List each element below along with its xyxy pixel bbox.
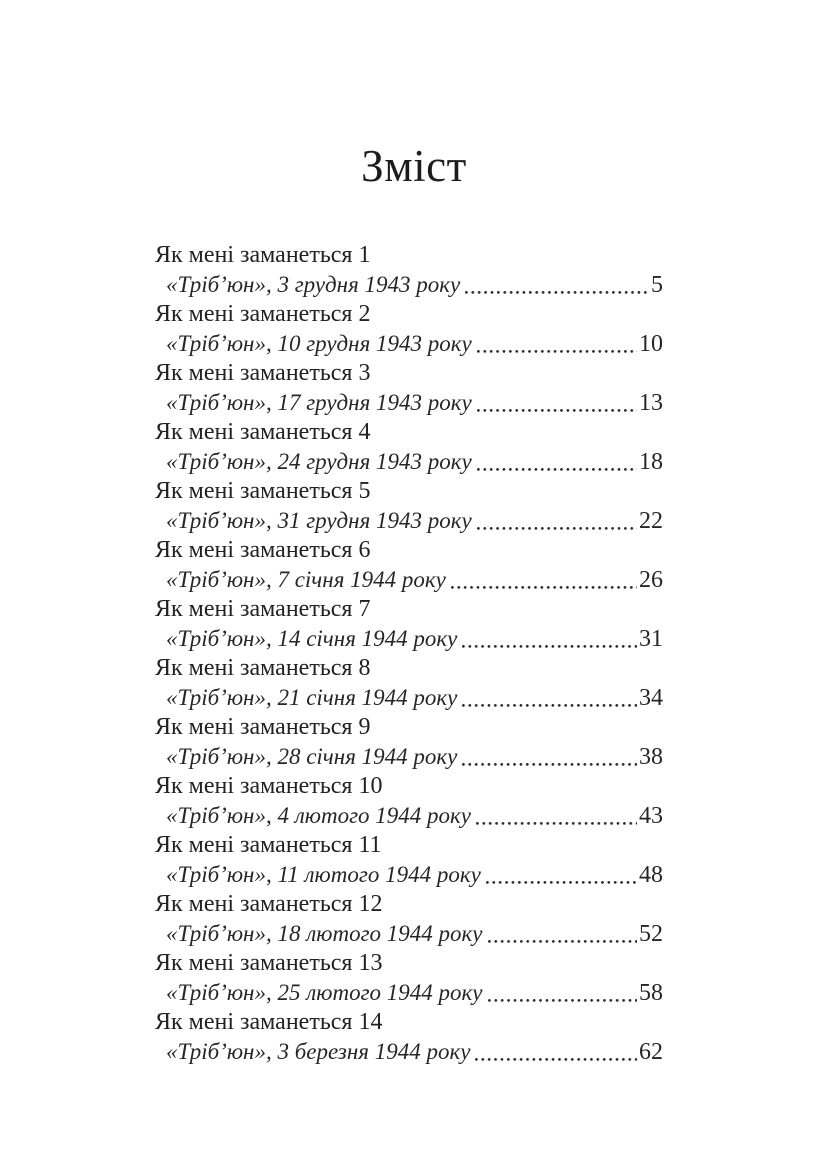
dot-leader [488,940,637,943]
toc-entry-page: 31 [639,626,663,652]
toc-entry [155,595,663,654]
toc-entry-subtitle: «Тріб’юн», 28 січня 1944 року [166,744,458,769]
dot-leader [462,763,637,766]
toc-entry-subrow [155,683,663,713]
toc-entry-subtitle: «Тріб’юн», 7 січня 1944 року [166,567,446,592]
toc-entry-subtitle: «Тріб’юн», 11 лютого 1944 року [166,862,481,887]
toc-entry [155,772,663,831]
toc-entry-subrow [155,565,663,595]
toc-entry-subrow [155,919,663,949]
toc-entry-subtitle: «Тріб’юн», 10 грудня 1943 року [166,331,472,356]
toc-entry-subtitle: «Тріб’юн», 18 лютого 1944 року [166,921,483,946]
dot-leader [486,881,637,884]
dot-leader [462,704,637,707]
toc-entry-title: Як мені заманеться 12 [155,891,383,917]
toc-entry-page: 58 [639,980,663,1006]
toc-entry-title: Як мені заманеться 11 [155,832,382,858]
toc-entry [155,890,663,949]
toc-entry-page: 48 [639,862,663,888]
toc-entry [155,654,663,713]
toc-entry-subrow [155,860,663,890]
toc-entry-title: Як мені заманеться 9 [155,714,371,740]
dot-leader [477,409,637,412]
toc-entry-title: Як мені заманеться 6 [155,537,371,563]
toc-entry-subtitle: «Тріб’юн», 24 грудня 1943 року [166,449,472,474]
toc-entry-page: 13 [639,390,663,416]
toc-entry-title: Як мені заманеться 13 [155,950,383,976]
dot-leader [476,822,637,825]
toc-entry [155,300,663,359]
toc-entry-subrow [155,447,663,477]
toc-entry-subtitle: «Тріб’юн», 25 лютого 1944 року [166,980,483,1005]
toc-entry-subrow [155,801,663,831]
dot-leader [477,468,637,471]
toc-entry-subrow [155,388,663,418]
dot-leader [451,586,637,589]
toc-entry-subrow [155,1037,663,1067]
toc-entry-subrow [155,978,663,1008]
toc-entry-page: 22 [639,508,663,534]
toc-entry-subtitle: «Тріб’юн», 17 грудня 1943 року [166,390,472,415]
dot-leader [475,1058,637,1061]
toc-entry-page: 26 [639,567,663,593]
toc-entry-subtitle: «Тріб’юн», 14 січня 1944 року [166,626,458,651]
toc-entry-title: Як мені заманеться 5 [155,478,371,504]
toc-entry-title: Як мені заманеться 7 [155,596,371,622]
toc-list [155,241,663,1067]
toc-entry [155,536,663,595]
toc-entry [155,359,663,418]
toc-entry-title: Як мені заманеться 8 [155,655,371,681]
toc-entry-page: 38 [639,744,663,770]
toc-entry [155,949,663,1008]
dot-leader [477,350,637,353]
dot-leader [477,527,637,530]
toc-entry-page: 18 [639,449,663,475]
toc-entry [155,477,663,536]
toc-entry-subrow [155,329,663,359]
toc-entry-subtitle: «Тріб’юн», 3 грудня 1943 року [166,272,461,297]
toc-entry-page: 62 [639,1039,663,1065]
toc-entry-title: Як мені заманеться 14 [155,1009,383,1035]
toc-entry [155,831,663,890]
toc-entry-title: Як мені заманеться 2 [155,301,371,327]
page-title: Зміст [361,141,467,191]
toc-entry [155,241,663,300]
toc-entry-subtitle: «Тріб’юн», 21 січня 1944 року [166,685,458,710]
toc-entry-subtitle: «Тріб’юн», 3 березня 1944 року [166,1039,471,1064]
toc-entry-title: Як мені заманеться 1 [155,242,371,268]
toc-entry [155,1008,663,1067]
toc-entry [155,713,663,772]
toc-entry-subtitle: «Тріб’юн», 31 грудня 1943 року [166,508,472,533]
toc-entry-page: 43 [639,803,663,829]
toc-entry-subrow [155,506,663,536]
toc-entry [155,418,663,477]
dot-leader [462,645,637,648]
toc-entry-subrow [155,270,663,300]
toc-entry-title: Як мені заманеться 3 [155,360,371,386]
toc-entry-page: 5 [651,272,663,298]
toc-entry-subtitle: «Тріб’юн», 4 лютого 1944 року [166,803,472,828]
toc-entry-title: Як мені заманеться 4 [155,419,371,445]
toc-entry-title: Як мені заманеться 10 [155,773,383,799]
dot-leader [488,999,637,1002]
toc-entry-subrow [155,624,663,654]
dot-leader [465,291,649,294]
toc-entry-subrow [155,742,663,772]
toc-entry-page: 52 [639,921,663,947]
toc-entry-page: 34 [639,685,663,711]
toc-entry-page: 10 [639,331,663,357]
